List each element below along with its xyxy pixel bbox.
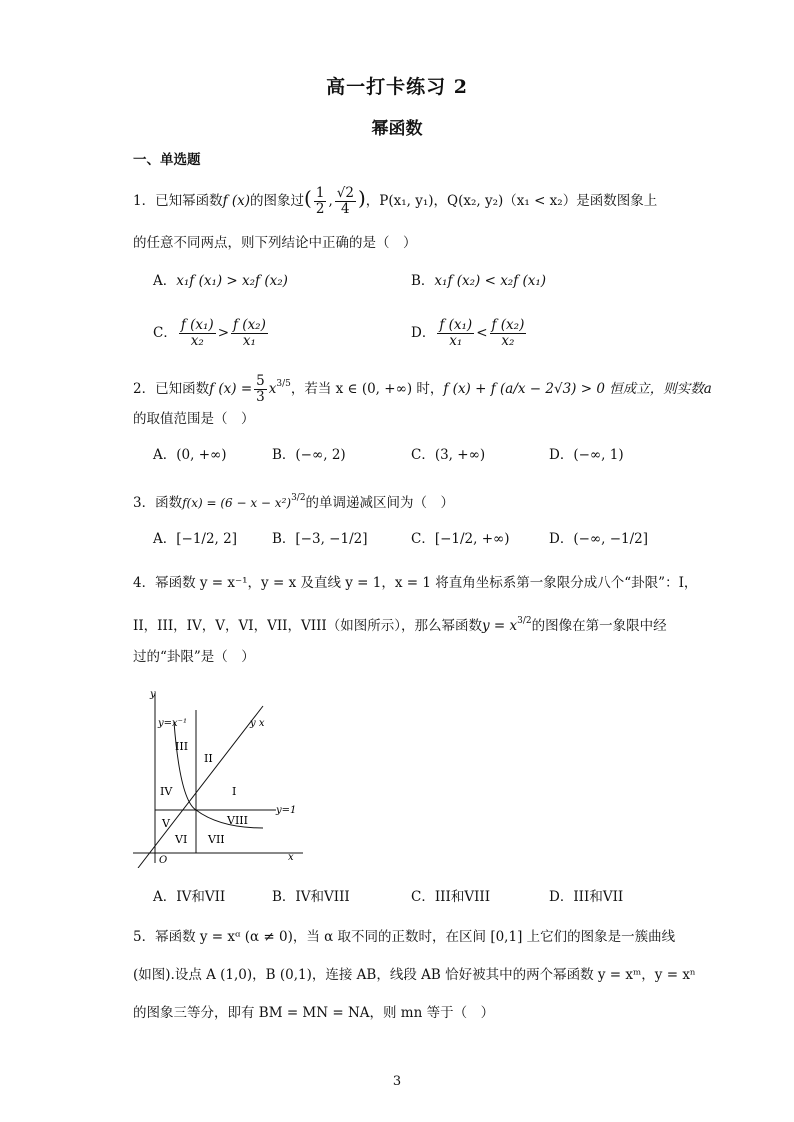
q1-frac-b: $\frac{√2}{4}$ <box>336 185 354 217</box>
question-3-line-1: 3．函数$f(x) = (6 - x - x^2)^{3/2}$的单调递减区间为（ ） <box>133 493 455 511</box>
question-5-line-3: 的图象三等分，即有 BM = MN = NA，则 mn 等于（ ） <box>133 1005 495 1021</box>
q1-frac-a: $\frac{1}{2}$ <box>315 185 325 217</box>
fig-line-label: y x <box>250 718 265 729</box>
region-VIII: VIII <box>227 814 248 827</box>
q3-option-c: C．[−1/2, +∞) <box>411 531 510 547</box>
page-title: 高一打卡练习 2 <box>326 76 468 98</box>
fig-curve-label: y=x⁻¹ <box>158 718 187 729</box>
region-VII: VII <box>208 833 225 846</box>
question-1-line-1: 1．已知幂函数f (x)的图象过( $\frac{1}{2}$ , $\frac{√2}{4}$ )，P(x₁, y₁)，Q(x₂, y₂)（x₁ < x₂）是函数图象上 <box>133 185 658 217</box>
region-III: III <box>175 740 189 753</box>
octant-figure <box>128 688 308 868</box>
question-4-line-2: II，III，IV，V，VI，VII，VIII（如图所示），那么幂函数$y = x^{3/2}$的图像在第一象限中经 <box>133 616 667 634</box>
q1-option-a: A．x₁f (x₁) > x₂f (x₂) <box>153 273 288 289</box>
region-VI: VI <box>175 833 188 846</box>
q4-option-b: B．IV和VIII <box>272 889 350 905</box>
q1-fx: f (x) <box>222 193 251 209</box>
q1-option-d: D． $\frac{\text{f (x₁)}}{\text{x₁}}$ < $\frac{\text{f (x₂)}}{\text{x₂}}$ <box>411 317 525 349</box>
fig-hline-label: y=1 <box>276 805 297 816</box>
question-2-line-2: 的取值范围是（ ） <box>133 411 255 427</box>
region-I: I <box>232 785 237 798</box>
q1-lead: 1．已知幂函数 <box>133 193 223 209</box>
region-IV: IV <box>160 785 173 798</box>
fig-origin-label: O <box>159 855 168 866</box>
q2-option-d: D．(−∞, 1) <box>549 447 624 463</box>
q1-option-b: B．x₁f (x₂) < x₂f (x₁) <box>411 273 547 289</box>
page-subtitle: 幂函数 <box>371 119 423 139</box>
q3-option-d: D．(−∞, −1/2] <box>549 531 649 547</box>
q3-option-b: B．[−3, −1/2] <box>272 531 368 547</box>
q1-mid: 的图象过 <box>250 193 305 209</box>
fig-x-label: x <box>288 852 294 863</box>
region-V: V <box>162 817 170 830</box>
question-4-line-1: 4．幂函数 y = x⁻¹，y = x 及直线 y = 1，x = 1 将直角坐标系第一象限分成八个“卦限”：I， <box>133 575 698 591</box>
curve-y-equals-x-inverse <box>174 722 263 828</box>
q2-option-b: B．(−∞, 2) <box>272 447 346 463</box>
line-y-equals-x <box>138 706 263 868</box>
q1-option-c: C． $\frac{\text{f (x₁)}}{\text{x₂}}$ > $\frac{\text{f (x₂)}}{\text{x₁}}$ <box>153 317 266 349</box>
q4-option-d: D．III和VII <box>549 889 624 905</box>
q4-option-a: A．IV和VII <box>153 889 226 905</box>
question-5-line-1: 5．幂函数 y = xᵅ (α ≠ 0)，当 α 取不同的正数时，在区间 [0,1] 上它们的图象是一簇曲线 <box>133 929 676 945</box>
section-heading: 一、单选题 <box>133 152 201 168</box>
q1-points: ，P(x₁, y₁)，Q(x₂, y₂)（x₁ < x₂）是函数图象上 <box>365 193 658 209</box>
q3-option-a: A．[−1/2, 2] <box>153 531 237 547</box>
page-number: 3 <box>392 1074 402 1089</box>
question-5-line-2: (如图).设点 A (1,0)，B (0,1)，连接 AB，线段 AB 恰好被其中的两个幂函数 y = xᵐ，y = xⁿ <box>133 967 696 983</box>
q4-option-c: C．III和VIII <box>411 889 491 905</box>
fig-y-label: y <box>150 689 156 700</box>
q2-option-c: C．(3, +∞) <box>411 447 486 463</box>
question-4-line-3: 过的“卦限”是（ ） <box>133 649 255 665</box>
region-II: II <box>204 752 213 765</box>
question-1-line-2: 的任意不同两点，则下列结论中正确的是（ ） <box>133 235 417 251</box>
q2-option-a: A．(0, +∞) <box>153 447 227 463</box>
question-2-line-1: 2．已知函数f (x) = $\frac{5}{3}$ $x^{3/5}$，若当 x ∈ (0, +∞) 时，f (x) + f (a/x − 2√3) > 0 恒成立，则实数a <box>133 373 712 405</box>
